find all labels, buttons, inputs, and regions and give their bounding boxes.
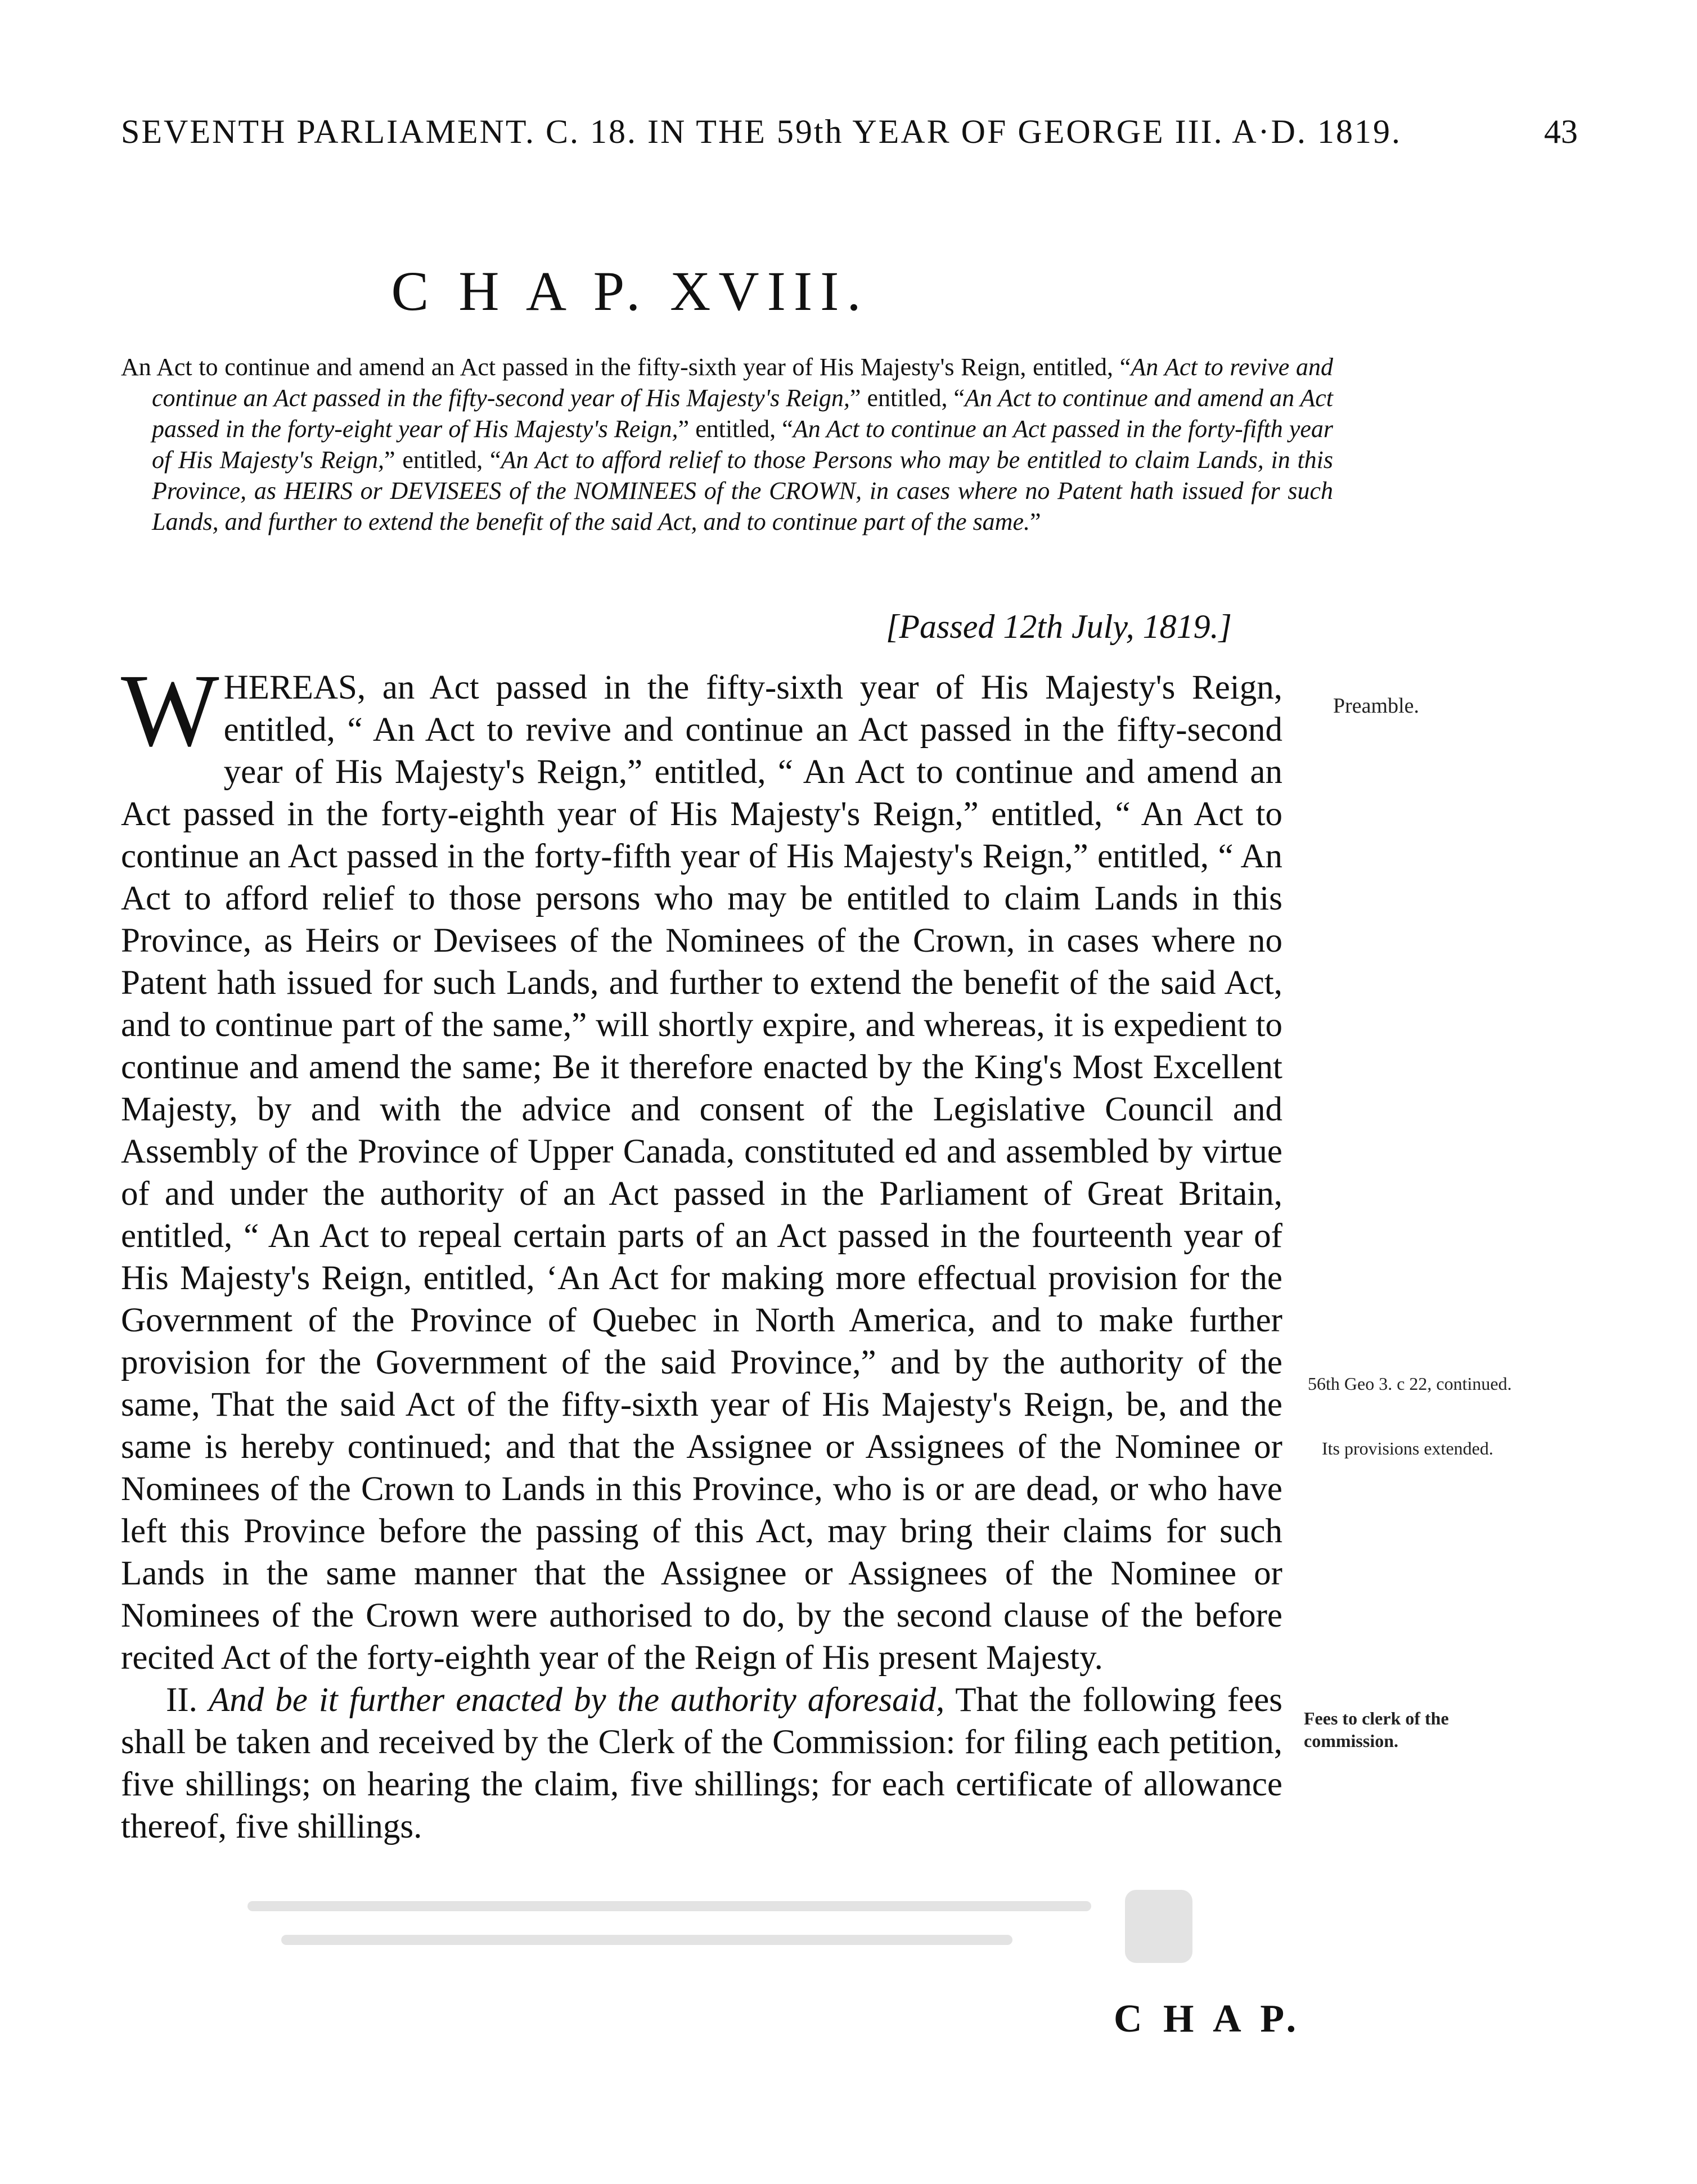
act-title-mid-2: ” entitled, “ <box>678 415 793 443</box>
act-title-part-3: An Act to continue an Act passed in the forty-fifth year of His Majesty's Reign, <box>152 415 1334 474</box>
act-title-mid-1: ” entitled, “ <box>849 384 965 412</box>
act-title-end: ” <box>1030 508 1041 535</box>
section-two-paragraph <box>121 1679 1282 1848</box>
page-number: 43 <box>1544 113 1578 150</box>
margin-note-fees: Fees to clerk of the commission. <box>1304 1708 1449 1751</box>
passed-date: [Passed 12th July, 1819.] <box>886 608 1232 645</box>
act-title-lead: An Act to continue and amend an Act passed in the fifty-sixth year of His Majesty's Reign, entitled, “ <box>121 353 1131 381</box>
act-title-part-4: An Act to afford relief to those Persons who may be entitled to claim Lands, in this Province, as HEIRS or DEVISEES of the NOMINEES of the CROWN, in cases where no Patent hath issued for such Lands, and further to extend the benefit of the said Act, and to continue part of the same. <box>152 446 1334 535</box>
act-title-mid-3: ” entitled, “ <box>384 446 501 474</box>
act-title-part-1: An Act to revive and continue an Act passed in the fifty-second year of His Majesty's Reign, <box>152 353 1333 412</box>
catchword: C H A P. <box>1114 1997 1302 2041</box>
margin-note-continued: 56th Geo 3. c 22, continued. <box>1308 1374 1512 1394</box>
margin-note-preamble: Preamble. <box>1333 694 1420 718</box>
running-head-title: SEVENTH PARLIAMENT. C. 18. IN THE 59th YEAR OF GEORGE III. A·D. 1819. <box>121 113 1402 150</box>
margin-note-extended: Its provisions extended. <box>1322 1438 1493 1458</box>
section-numeral: II. <box>166 1681 197 1719</box>
act-title-part-2: An Act to continue and amend an Act passed in the forty-eight year of His Majesty's Reign, <box>152 384 1333 443</box>
running-head <box>121 112 1578 157</box>
bleed-through-texture <box>247 1884 1260 1974</box>
enacting-clause: And be it further enacted by the authority aforesaid, <box>208 1681 945 1719</box>
chapter-heading: C H A P. XVIII. <box>391 260 869 322</box>
act-title <box>121 352 1333 537</box>
drop-cap: W <box>121 653 219 768</box>
section-two-text: That the following fees shall be taken and received by the Clerk of the Commission: for filing each petition, five shillings; on hearing the claim, five shillings; for each certificate of allowance thereof, five shillings. <box>121 1681 1283 1845</box>
preamble-text: HEREAS, an Act passed in the fifty-sixth year of His Majesty's Reign, entitled, “ An Act to revive and continue an Act passed in the fifty-second year of His Majesty's Reign,” entitled, “ An Act to continue and amend an Act passed in the forty-eighth year of His Majesty's Reign,” entitled, “ An Act to continue an Act passed in the forty-fifth year of His Majesty's Reign,” entitled, “ An Act to afford relief to those persons who may be entitled to claim Lands in this Province, as Heirs or Devisees of the Nominees of the Crown, in cases where no Patent hath issued for such Lands, and further to extend the benefit of the said Act, and to continue part of the same,” will shortly expire, and whereas, it is expedient to continue and amend the same; Be it therefore enacted by the King's Most Excellent Majesty, by and with the advice and consent of the Legislative Council and Assembly of the Province of Upper Canada, constituted ed and assembled by virtue of and under the authority of an Act passed in the Parliament of Great Britain, entitled, “ An Act to repeal certain parts of an Act passed in the fourteenth year of His Majesty's Reign, entitled, ‘An Act for making more effectual provision for the Government of the Province of Quebec in North America, and to make further provision for the Government of the said Province,” and by the authority of the same, That the said Act of the fifty-sixth year of His Majesty's Reign, be, and the same is hereby continued; and that the Assignee or Assignees of the Nominee or Nominees of the Crown to Lands in this Province, who is or are dead, or who have left this Province before the passing of this Act, may bring their claims for such Lands in the same manner that the Assignee or Assignees of the Nominee or Nominees of the Crown were authorised to do, by the second clause of the before recited Act of the forty-eighth year of the Reign of His present Majesty. <box>121 669 1282 1677</box>
preamble-paragraph <box>121 653 1282 1679</box>
